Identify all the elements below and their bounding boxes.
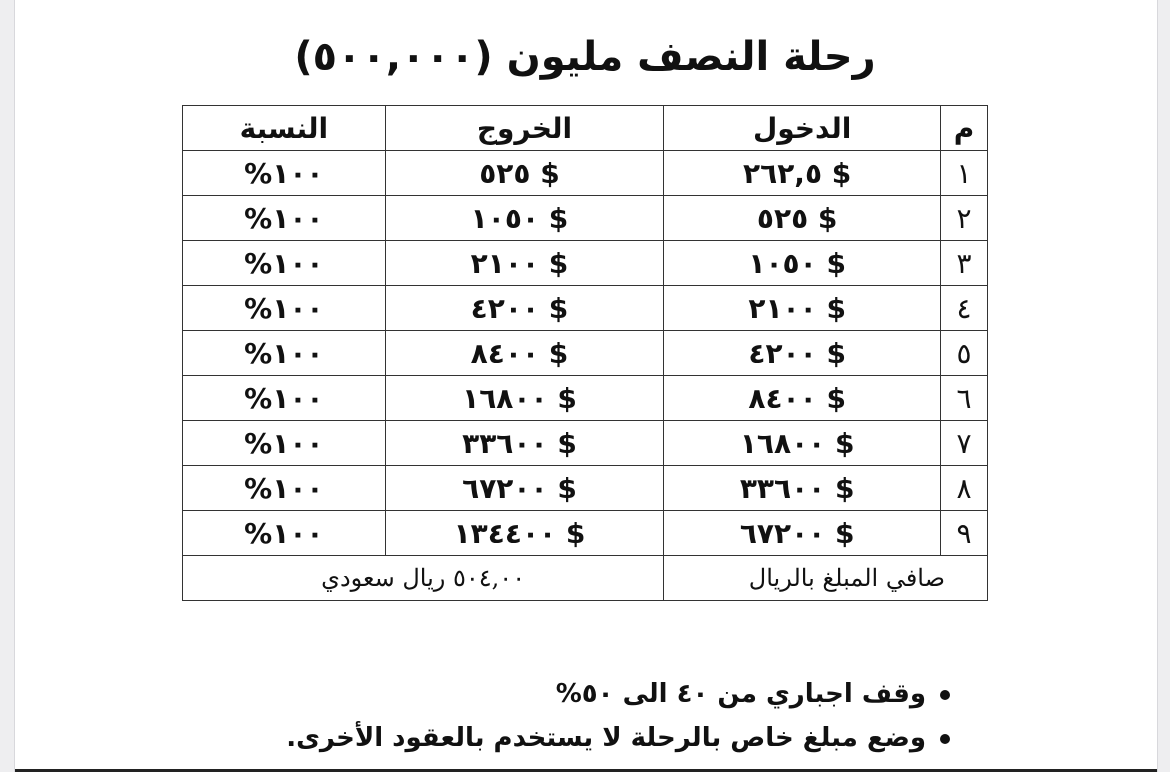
document-title: رحلة النصف مليون (٥٠٠,٠٠٠) — [294, 34, 876, 80]
exit-cell — [385, 241, 664, 286]
entry-cell — [664, 196, 941, 241]
ratio-value: %١٠٠ — [244, 156, 324, 190]
notes-list — [286, 672, 950, 760]
ratio-cell — [183, 376, 386, 421]
entry-value: ٢١٠٠ — [748, 291, 817, 325]
table-row — [183, 241, 988, 286]
summary-value: ٥٠٤,٠٠ ريال سعودي — [183, 556, 664, 601]
ratio-value: %١٠٠ — [244, 471, 324, 505]
ratio-value: %١٠٠ — [244, 201, 324, 235]
dollar-sign: $ — [826, 381, 846, 415]
ratio-value: %١٠٠ — [244, 516, 324, 550]
entry-value: ٨٤٠٠ — [748, 381, 817, 415]
ratio-cell — [183, 331, 386, 376]
table-row — [183, 286, 988, 331]
exit-cell — [385, 466, 664, 511]
row-number: ٤ — [941, 286, 988, 331]
entry-cell — [664, 331, 941, 376]
table-row — [183, 376, 988, 421]
bullet-icon — [940, 734, 950, 744]
table-row — [183, 196, 988, 241]
dollar-sign: $ — [557, 381, 577, 415]
entry-cell — [664, 511, 941, 556]
dollar-sign: $ — [548, 246, 569, 280]
table-row — [183, 421, 988, 466]
ratio-cell — [183, 286, 386, 331]
row-number: ٩ — [941, 511, 988, 556]
table-row — [183, 511, 988, 556]
entry-value: ١٦٨٠٠ — [739, 426, 826, 460]
bullet-icon — [940, 690, 950, 700]
dollar-sign: $ — [826, 291, 846, 325]
entry-cell — [664, 421, 941, 466]
entry-cell — [664, 151, 941, 196]
table-row — [183, 331, 988, 376]
ratio-cell — [183, 511, 386, 556]
exit-value: ١٣٤٤٠٠ — [453, 516, 557, 550]
row-number: ٣ — [941, 241, 988, 286]
ratio-value: %١٠٠ — [244, 246, 324, 280]
entry-value: ١٠٥٠ — [748, 246, 817, 280]
dollar-sign: $ — [835, 471, 855, 505]
exit-value: ١٦٨٠٠ — [462, 381, 548, 415]
dollar-sign: $ — [540, 156, 560, 190]
entry-value: ٦٧٢٠٠ — [739, 516, 826, 550]
dollar-sign: $ — [835, 426, 855, 460]
note-item — [286, 672, 950, 716]
row-number: ٢ — [941, 196, 988, 241]
dollar-sign: $ — [826, 246, 846, 280]
row-number: ١ — [941, 151, 988, 196]
ratio-value: %١٠٠ — [244, 336, 324, 370]
table-row — [183, 151, 988, 196]
ratio-cell — [183, 151, 386, 196]
exit-cell — [385, 286, 664, 331]
exit-value: ٨٤٠٠ — [470, 336, 540, 370]
note-text: وقف اجباري من ٤٠ الى ٥٠% — [555, 679, 926, 709]
exit-cell — [385, 196, 664, 241]
row-number: ٥ — [941, 331, 988, 376]
entry-cell — [664, 286, 941, 331]
row-number: ٨ — [941, 466, 988, 511]
exit-cell — [385, 376, 664, 421]
dollar-sign: $ — [817, 201, 838, 235]
header-exit: الخروج — [385, 106, 664, 151]
row-number: ٧ — [941, 421, 988, 466]
header-ratio: النسبة — [183, 106, 386, 151]
ratio-cell — [183, 466, 386, 511]
table-header-row — [183, 106, 988, 151]
exit-cell — [385, 421, 664, 466]
table-row — [183, 466, 988, 511]
row-number: ٦ — [941, 376, 988, 421]
ratio-value: %١٠٠ — [244, 291, 324, 325]
summary-row — [183, 556, 988, 601]
ratio-value: %١٠٠ — [244, 426, 324, 460]
dollar-sign: $ — [557, 426, 577, 460]
exit-value: ٤٢٠٠ — [470, 291, 540, 325]
entry-value: ٢٦٢,٥ — [743, 156, 823, 190]
entry-value: ٤٢٠٠ — [748, 336, 817, 370]
dollar-sign: $ — [831, 156, 852, 190]
entry-value: ٥٢٥ — [756, 201, 809, 235]
header-num: م — [941, 106, 988, 151]
exit-value: ٦٧٢٠٠ — [462, 471, 548, 505]
header-entry: الدخول — [664, 106, 941, 151]
dollar-sign: $ — [557, 471, 577, 505]
exit-cell — [385, 511, 664, 556]
exit-value: ٢١٠٠ — [470, 246, 540, 280]
dollar-sign: $ — [826, 336, 846, 370]
ratio-cell — [183, 241, 386, 286]
entry-cell — [664, 376, 941, 421]
ratio-cell — [183, 421, 386, 466]
entry-value: ٣٣٦٠٠ — [739, 471, 826, 505]
exit-cell — [385, 151, 664, 196]
dollar-sign: $ — [565, 516, 586, 550]
exit-value: ١٠٥٠ — [470, 201, 540, 235]
summary-label: صافي المبلغ بالريال — [664, 556, 988, 601]
ratio-cell — [183, 196, 386, 241]
note-item — [286, 716, 950, 760]
ratio-value: %١٠٠ — [244, 381, 324, 415]
dollar-sign: $ — [548, 336, 569, 370]
entry-cell — [664, 241, 941, 286]
dollar-sign: $ — [548, 201, 569, 235]
dollar-sign: $ — [548, 291, 569, 325]
dollar-sign: $ — [835, 516, 855, 550]
entry-cell — [664, 466, 941, 511]
exit-value: ٥٢٥ — [479, 156, 531, 190]
exit-cell — [385, 331, 664, 376]
trading-table — [182, 105, 988, 601]
note-text: وضع مبلغ خاص بالرحلة لا يستخدم بالعقود الأخرى. — [286, 723, 926, 753]
exit-value: ٣٣٦٠٠ — [462, 426, 548, 460]
